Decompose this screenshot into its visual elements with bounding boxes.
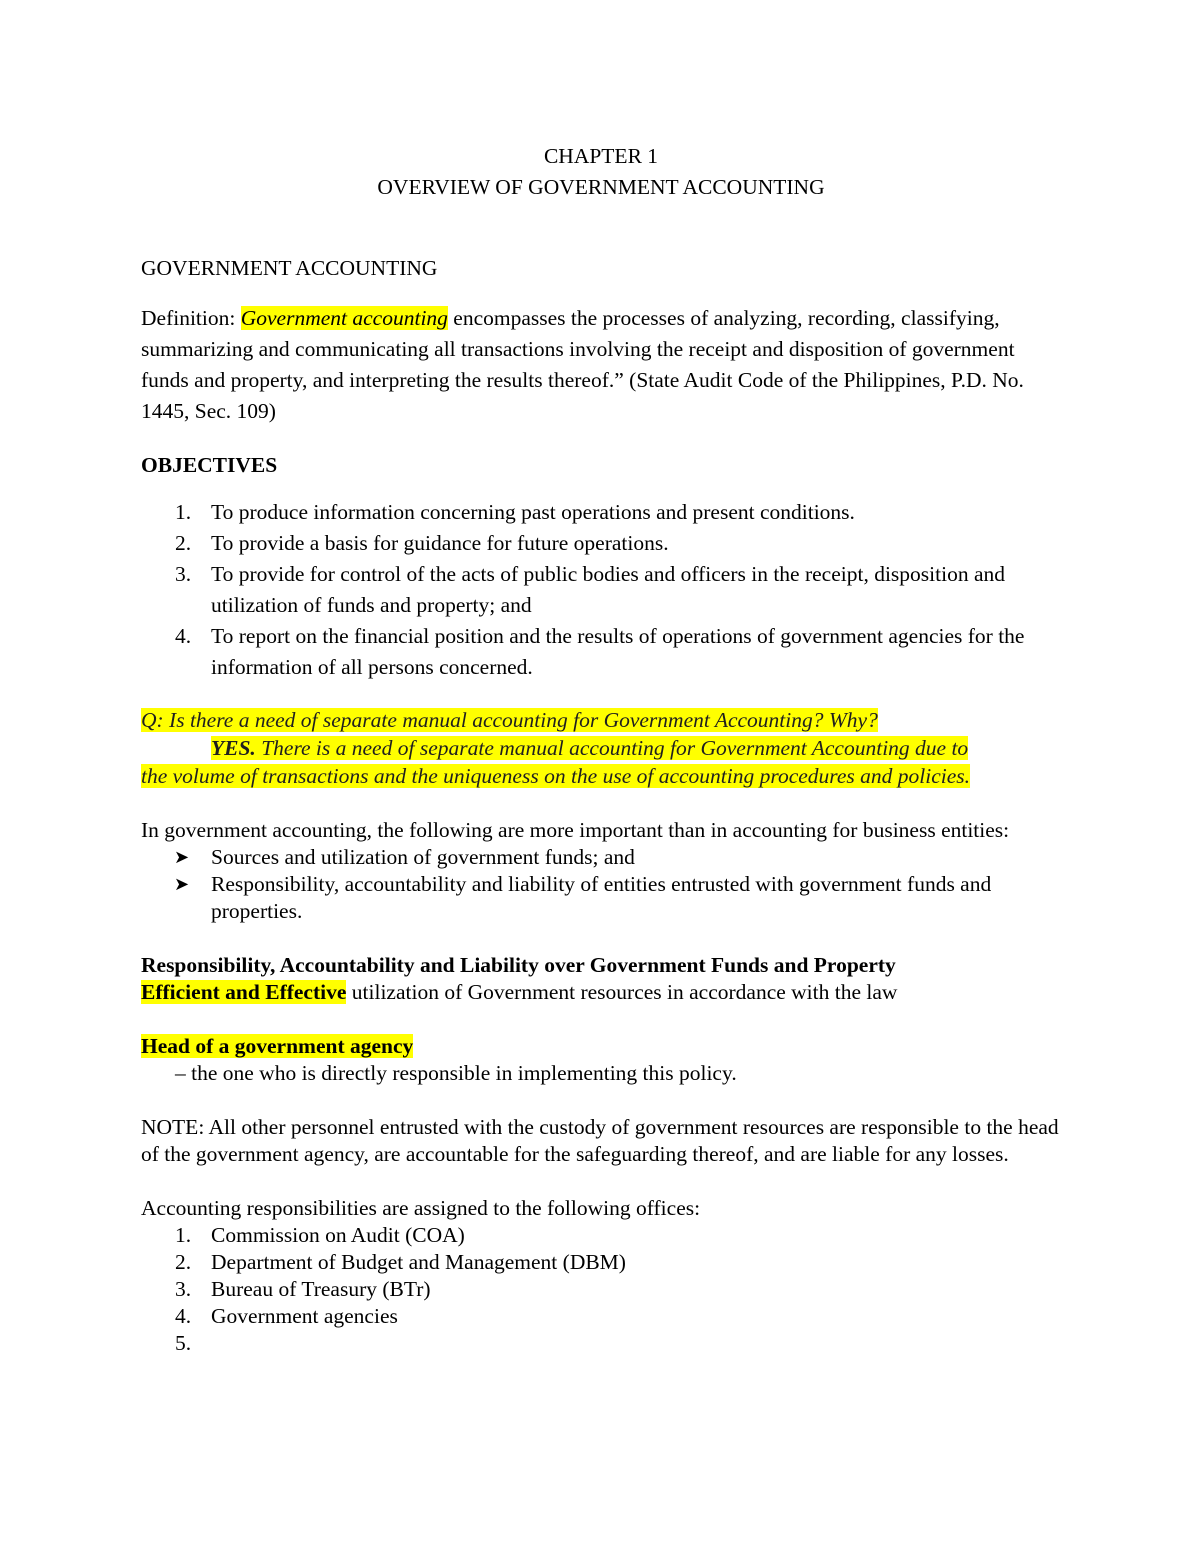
list-number: 1. (175, 500, 192, 524)
list-number: 3. (175, 562, 192, 586)
qa-block (141, 706, 1061, 790)
qa-answer-line-2 (141, 762, 1061, 790)
list-text: Department of Budget and Management (DBM) (211, 1250, 626, 1274)
list-item (141, 1276, 1061, 1303)
list-number: 3. (175, 1277, 192, 1301)
list-text: Commission on Audit (COA) (211, 1223, 465, 1247)
arrow-bullet-icon: ➤ (174, 847, 190, 867)
list-text: To provide for control of the acts of public bodies and officers in the receipt, disposition and utilization of funds and property; and (211, 562, 1005, 617)
efficient-effective-label: Efficient and Effective (141, 980, 347, 1004)
qa-answer-yes: YES. (211, 736, 256, 760)
chapter-title: OVERVIEW OF GOVERNMENT ACCOUNTING (377, 175, 825, 199)
list-text: Bureau of Treasury (BTr) (211, 1277, 431, 1301)
head-text: – the one who is directly responsible in implementing this policy. (175, 1061, 737, 1085)
note-paragraph: NOTE: All other personnel entrusted with the custody of government resources are responsible to the head of the government agency, are accountable for the safeguarding thereof, and are liable for any losses. (141, 1115, 1059, 1166)
efficient-text: utilization of Government resources in accordance with the law (346, 980, 898, 1004)
definition-paragraph (141, 303, 1061, 427)
list-item (141, 1249, 1061, 1276)
objectives-list (141, 497, 1061, 683)
importance-intro: In government accounting, the following are more important than in accounting for business entities: (141, 818, 1010, 842)
list-number: 2. (175, 1250, 192, 1274)
list-text: To produce information concerning past operations and present conditions. (211, 500, 855, 524)
definition-text: encompasses the processes of analyzing, recording, classifying, summarizing and communicating all transactions involving the receipt and disposition of government funds and property, and interpreting the results thereof.” (State Audit Code of the Philippines, P.D. No. 1445, Sec. 109) (141, 306, 1024, 423)
qa-answer-part-2: the volume of transactions and the uniqueness on the use of accounting procedures and policies. (141, 764, 971, 788)
head-heading: Head of a government agency (141, 1034, 414, 1058)
document-page (141, 141, 1061, 1357)
objectives-heading: OBJECTIVES (141, 453, 278, 477)
list-number: 2. (175, 531, 192, 555)
list-item (141, 559, 1061, 621)
list-text: Sources and utilization of government funds; and (211, 845, 635, 869)
list-number: 1. (175, 1223, 192, 1247)
qa-answer-line-1 (141, 734, 1061, 762)
list-item (141, 497, 1061, 528)
importance-list (141, 844, 1061, 925)
list-text: Responsibility, accountability and liability of entities entrusted with government funds and properties. (211, 872, 992, 923)
arrow-bullet-icon: ➤ (174, 874, 190, 894)
definition-label: Definition: (141, 306, 241, 330)
list-text: Government agencies (211, 1304, 398, 1328)
responsibility-heading: Responsibility, Accountability and Liability over Government Funds and Property (141, 953, 896, 977)
offices-list (141, 1222, 1061, 1357)
list-number: 4. (175, 624, 192, 648)
list-item (141, 844, 1061, 871)
list-number: 4. (175, 1304, 192, 1328)
qa-question-line (141, 706, 1061, 734)
list-number: 5. (175, 1331, 192, 1355)
qa-question: Q: Is there a need of separate manual accounting for Government Accounting? Why? (141, 708, 878, 732)
efficient-line (141, 979, 1061, 1006)
chapter-number: CHAPTER 1 (543, 144, 659, 168)
list-item (141, 1222, 1061, 1249)
definition-term: Government accounting (240, 306, 448, 330)
list-item (141, 1330, 1061, 1357)
list-item (141, 528, 1061, 559)
section-heading-government-accounting: GOVERNMENT ACCOUNTING (141, 256, 438, 280)
list-text: To report on the financial position and the results of operations of government agencies for the information of all persons concerned. (211, 624, 1025, 679)
list-item (141, 1303, 1061, 1330)
list-item (141, 871, 1061, 925)
list-item (141, 621, 1061, 683)
qa-answer-part-1: There is a need of separate manual accounting for Government Accounting due to (255, 736, 969, 760)
list-text: To provide a basis for guidance for future operations. (211, 531, 669, 555)
head-heading-line (141, 1033, 1061, 1060)
offices-intro: Accounting responsibilities are assigned to the following offices: (141, 1196, 701, 1220)
